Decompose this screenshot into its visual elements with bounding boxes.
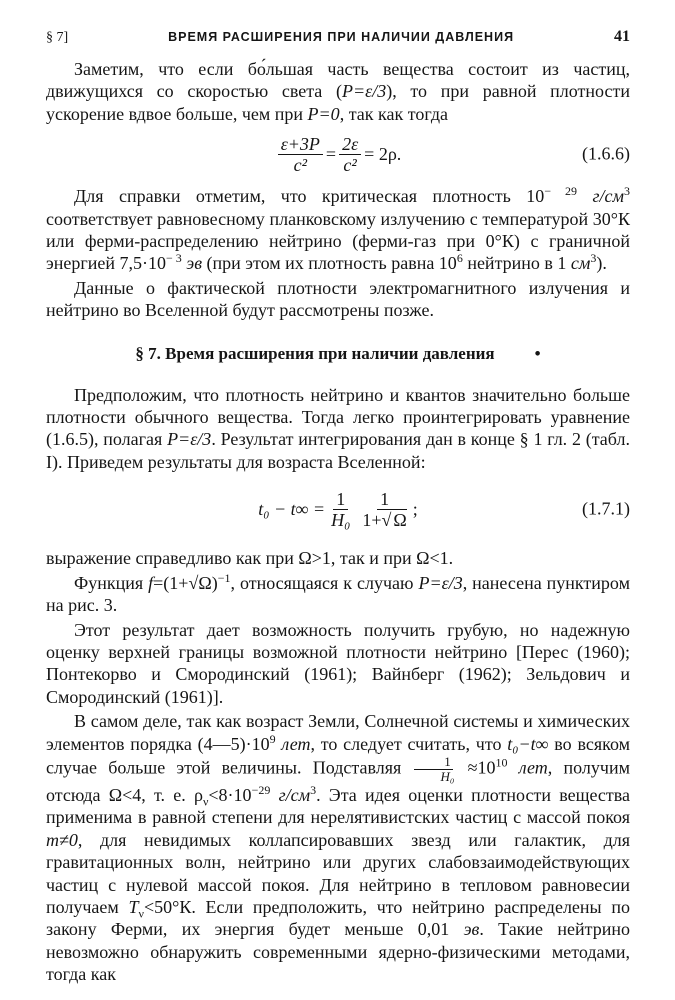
fraction: $\frac{1}{\text{H₀}}$ (331, 488, 351, 530)
sqrt-icon: √ (381, 509, 392, 530)
paragraph-4: Предположим, что плотность нейтрино и квантов значительно больше плотности обычного вещества. Тогда легко проинтегрировать уравнение (1.6.5), полагая P=ε/3. Результат интегрирования дан в конце § 1 гл. 2 (табл. I). Приведем результаты для возраста Вселенной: (46, 384, 630, 472)
equation-label: (1.7.1) (582, 498, 630, 519)
fraction: $\frac{1}{1+√ \Omega}$ (362, 488, 407, 530)
header-title: ВРЕМЯ РАСШИРЕНИЯ ПРИ НАЛИЧИИ ДАВЛЕНИЯ (168, 30, 515, 44)
paragraph-2: Для справки отметим, что критическая плотность $10^{- 29}$ $г/см^3$ соответствует равновесному планковскому излучению с температурой 30°К или ферми-распределению нейтрино (ферми-газ при 0°К) с граничной энергией $7,5\cdot 10^{- 3}$ эв (при этом их плотность равна $10^6$ нейтрино в 1 $см^3$). (46, 184, 630, 274)
section-heading: § 7. Время расширения при наличии давления • (135, 343, 541, 363)
paragraph-8: В самом деле, так как возраст Земли, Солнечной системы и химических элементов порядка $(4—5)\cdot 10^9$ лет, то следует считать, что t₀−t∞ во всяком случае больше этой величины. Подставляя $\frac{1}{\text{H₀}}$ $\approx 10^{10}$ лет, получим отсюда Ω<4, т. е. $\rho_\nu<8\cdot 10^{-29}$ $г/см^3$. Эта идея оценки плотности вещества применима в равной степени для нерелятивистских частиц с массой покоя m≠0, для невидимых коллапсировавших звезд или галактик, для гравитационных волн, нейтрино или других слабовзаимодействующих частиц с нулевой массой покоя. Для нейтрино в тепловом равновесии получаем $T_\nu<50^\circ К$. Если предположить, что нейтрино распределены по закону Ферми, их энергия будет меньше 0,01 эв. Такие нейтрино невозможно обнаружить современными ядерно-физическими методами, тогда как (46, 711, 631, 985)
header-section: § 7] (46, 30, 69, 45)
paragraph-5: выражение справедливо как при Ω>1, так и при Ω<1. (46, 548, 454, 569)
fraction: $\frac{\varepsilon+3P}{\text{c²}}$ (278, 134, 323, 175)
paragraph-3: Данные о фактической плотности электромагнитного излучения и нейтрино во Вселенной будут рассмотрены позже. (46, 277, 630, 321)
inline-fraction: $\frac{1}{\text{H₀}}$ (412, 755, 454, 784)
fraction: $\frac{2\varepsilon}{\text{c²}}$ (339, 134, 361, 175)
book-page (46, 28, 630, 986)
bullet-mark: • (534, 343, 541, 363)
equation-label: (1.6.6) (582, 143, 630, 164)
equation-1-7-1: t₀ − t∞ = $\frac{1}{\text{H₀}}$ $\frac{1}{1+√ \Omega}$ ; (1.7.1) (258, 488, 630, 530)
paragraph-6: Функция $f=(1+√\Omega)^{-1}$, относящаяся к случаю P=ε/3, нанесена пунктиром на рис. 3. (46, 570, 630, 616)
page-number: 41 (613, 28, 630, 45)
paragraph-1: Заметим, что если бо́льшая часть вещества состоит из частиц, движущихся со скоростью света (P=ε/3), то при равной плотности ускорение вдвое больше, чем при P=0, так как тогда (46, 59, 630, 124)
paragraph-7: Этот результат дает возможность получить грубую, но надежную оценку верхней границы возможной плотности нейтрино [Перес (1960); Понтекорво и Смородинский (1961); Вайнберг (1962); Зельдович и Смородинский (1961)]. (46, 619, 630, 707)
equation-1-6-6: $\frac{\varepsilon+3P}{\text{c²}}$ = $\frac{2\varepsilon}{\text{c²}}$ = 2ρ. (1.6.6) (46, 129, 630, 179)
running-header (46, 28, 630, 46)
